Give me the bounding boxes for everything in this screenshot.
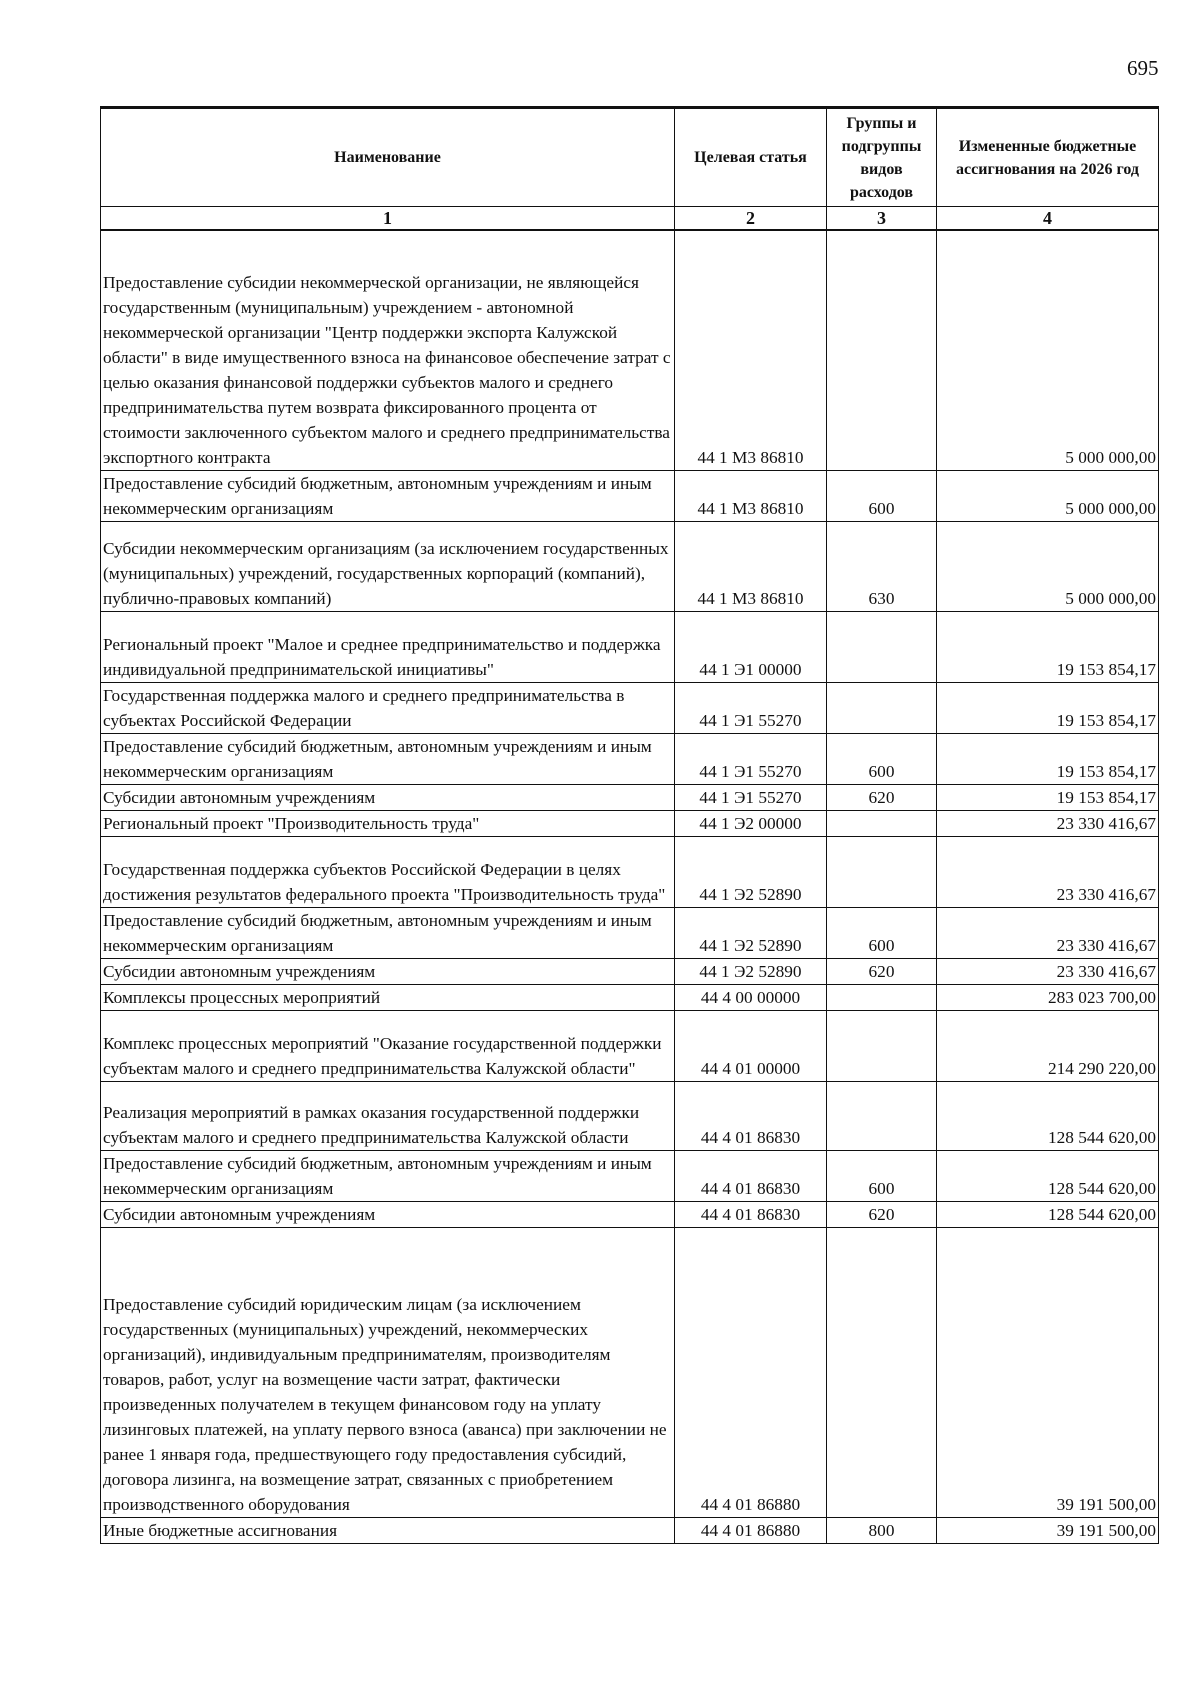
table-row	[101, 984, 1159, 1010]
column-number-1: 1	[101, 207, 675, 231]
row-group-code: 600	[827, 470, 937, 521]
row-name: Субсидии автономным учреждениям	[101, 958, 675, 984]
row-name: Субсидии автономным учреждениям	[101, 784, 675, 810]
table-row	[101, 1150, 1159, 1201]
row-amount: 23 330 416,67	[937, 958, 1159, 984]
row-amount: 19 153 854,17	[937, 682, 1159, 733]
table-body	[101, 230, 1159, 1543]
row-target-code: 44 1 М3 86810	[675, 230, 827, 470]
row-amount: 5 000 000,00	[937, 521, 1159, 611]
row-group-code	[827, 1081, 937, 1150]
row-target-code: 44 4 01 86880	[675, 1227, 827, 1517]
row-amount: 214 290 220,00	[937, 1010, 1159, 1081]
table-row	[101, 733, 1159, 784]
row-target-code: 44 1 Э1 55270	[675, 733, 827, 784]
row-group-code: 600	[827, 733, 937, 784]
column-number-3: 3	[827, 207, 937, 231]
row-target-code: 44 4 01 86880	[675, 1517, 827, 1543]
row-target-code: 44 1 Э1 00000	[675, 611, 827, 682]
row-amount: 23 330 416,67	[937, 810, 1159, 836]
table-row	[101, 810, 1159, 836]
row-amount: 39 191 500,00	[937, 1227, 1159, 1517]
table-row	[101, 470, 1159, 521]
row-group-code: 600	[827, 907, 937, 958]
row-name: Комплексы процессных мероприятий	[101, 984, 675, 1010]
row-amount: 23 330 416,67	[937, 836, 1159, 907]
row-group-code: 620	[827, 784, 937, 810]
table-row	[101, 1010, 1159, 1081]
row-group-code	[827, 836, 937, 907]
row-group-code	[827, 230, 937, 470]
row-group-code	[827, 682, 937, 733]
row-target-code: 44 4 01 00000	[675, 1010, 827, 1081]
row-amount: 19 153 854,17	[937, 611, 1159, 682]
table-row	[101, 230, 1159, 470]
row-group-code: 630	[827, 521, 937, 611]
column-number-4: 4	[937, 207, 1159, 231]
row-amount: 5 000 000,00	[937, 470, 1159, 521]
row-name: Реализация мероприятий в рамках оказания государственной поддержки субъектам малого и среднего предпринимательства Калужской области	[101, 1081, 675, 1150]
row-target-code: 44 1 Э2 52890	[675, 836, 827, 907]
row-name: Субсидии некоммерческим организациям (за исключением государственных (муниципальных) учреждений, государственных корпораций (компаний), публично-правовых компаний)	[101, 521, 675, 611]
row-target-code: 44 4 01 86830	[675, 1081, 827, 1150]
budget-table	[100, 106, 1159, 1544]
row-target-code: 44 4 01 86830	[675, 1201, 827, 1227]
row-target-code: 44 1 Э2 00000	[675, 810, 827, 836]
row-group-code: 620	[827, 1201, 937, 1227]
row-name: Предоставление субсидий юридическим лицам (за исключением государственных (муниципальных) учреждений, некоммерческих организаций), индивидуальным предпринимателям, производителям товаров, работ, услуг на возмещение части затрат, фактически произведенных получателем в текущем финансовом году на уплату лизинговых платежей, на уплату первого взноса (аванса) при заключении не ранее 1 января года, предшествующего году предоставления субсидий, договора лизинга, на возмещение затрат, связанных с приобретением производственного оборудования	[101, 1227, 675, 1517]
page-number: 695	[1127, 56, 1159, 80]
row-amount: 19 153 854,17	[937, 733, 1159, 784]
row-group-code	[827, 1227, 937, 1517]
row-name: Региональный проект "Производительность труда"	[101, 810, 675, 836]
row-amount: 128 544 620,00	[937, 1201, 1159, 1227]
row-name: Предоставление субсидий бюджетным, автономным учреждениям и иным некоммерческим организациям	[101, 733, 675, 784]
row-name: Региональный проект "Малое и среднее предпринимательство и поддержка индивидуальной предпринимательской инициативы"	[101, 611, 675, 682]
column-number-2: 2	[675, 207, 827, 231]
row-amount: 5 000 000,00	[937, 230, 1159, 470]
row-group-code	[827, 810, 937, 836]
row-amount: 128 544 620,00	[937, 1150, 1159, 1201]
table-row	[101, 1227, 1159, 1517]
row-group-code	[827, 1010, 937, 1081]
row-group-code: 800	[827, 1517, 937, 1543]
row-name: Комплекс процессных мероприятий "Оказание государственной поддержки субъектам малого и среднего предпринимательства Калужской области"	[101, 1010, 675, 1081]
table-row	[101, 611, 1159, 682]
row-group-code: 600	[827, 1150, 937, 1201]
row-target-code: 44 4 00 00000	[675, 984, 827, 1010]
row-name: Государственная поддержка малого и среднего предпринимательства в субъектах Российской Федерации	[101, 682, 675, 733]
table-row	[101, 907, 1159, 958]
row-amount: 39 191 500,00	[937, 1517, 1159, 1543]
row-target-code: 44 4 01 86830	[675, 1150, 827, 1201]
row-name: Иные бюджетные ассигнования	[101, 1517, 675, 1543]
row-name: Предоставление субсидий бюджетным, автономным учреждениям и иным некоммерческим организациям	[101, 1150, 675, 1201]
column-number-row	[101, 207, 1159, 231]
table-row	[101, 682, 1159, 733]
row-target-code: 44 1 М3 86810	[675, 521, 827, 611]
row-name: Предоставление субсидий бюджетным, автономным учреждениям и иным некоммерческим организациям	[101, 470, 675, 521]
table-row	[101, 521, 1159, 611]
row-target-code: 44 1 Э2 52890	[675, 958, 827, 984]
table-row	[101, 958, 1159, 984]
row-name: Субсидии автономным учреждениям	[101, 1201, 675, 1227]
table-row	[101, 784, 1159, 810]
table-row	[101, 836, 1159, 907]
row-amount: 128 544 620,00	[937, 1081, 1159, 1150]
row-name: Государственная поддержка субъектов Российской Федерации в целях достижения результатов федерального проекта "Производительность труда"	[101, 836, 675, 907]
row-group-code	[827, 611, 937, 682]
table-row	[101, 1517, 1159, 1543]
header-amount: Измененные бюджетные ассигнования на 2026 год	[937, 108, 1159, 207]
header-target: Целевая статья	[675, 108, 827, 207]
table-row	[101, 1081, 1159, 1150]
row-amount: 283 023 700,00	[937, 984, 1159, 1010]
table-row	[101, 1201, 1159, 1227]
row-group-code	[827, 984, 937, 1010]
row-group-code: 620	[827, 958, 937, 984]
row-target-code: 44 1 Э1 55270	[675, 784, 827, 810]
header-group: Группы и подгруппы видов расходов	[827, 108, 937, 207]
row-amount: 23 330 416,67	[937, 907, 1159, 958]
row-amount: 19 153 854,17	[937, 784, 1159, 810]
row-target-code: 44 1 Э2 52890	[675, 907, 827, 958]
header-row	[101, 108, 1159, 207]
header-name: Наименование	[101, 108, 675, 207]
row-target-code: 44 1 М3 86810	[675, 470, 827, 521]
row-target-code: 44 1 Э1 55270	[675, 682, 827, 733]
row-name: Предоставление субсидии некоммерческой организации, не являющейся государственным (муниципальным) учреждением - автономной некоммерческой организации "Центр поддержки экспорта Калужской области" в виде имущественного взноса на финансовое обеспечение затрат с целью оказания финансовой поддержки субъектов малого и среднего предпринимательства путем возврата фиксированного процента от стоимости заключенного субъектом малого и среднего предпринимательства экспортного контракта	[101, 230, 675, 470]
row-name: Предоставление субсидий бюджетным, автономным учреждениям и иным некоммерческим организациям	[101, 907, 675, 958]
